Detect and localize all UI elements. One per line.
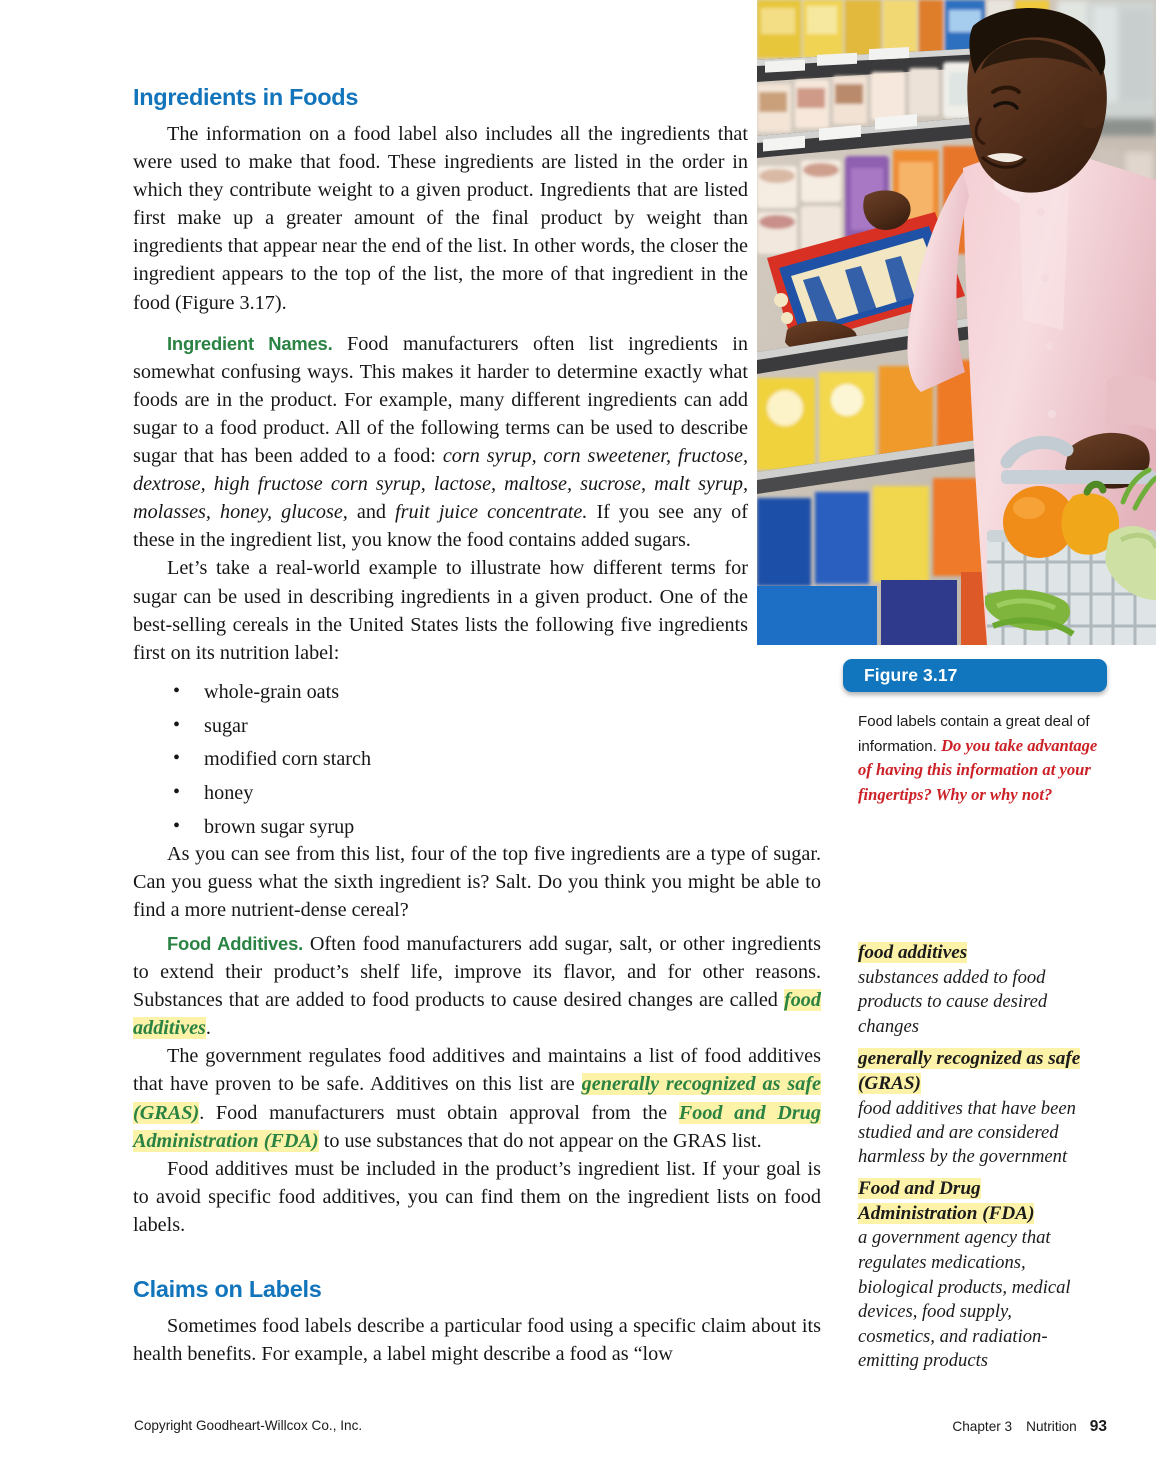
glossary-term-food-additives: food additives [858,942,968,963]
glossary-sidebar [858,941,1090,1382]
paragraph-6-text-a: The government regulates food additives and maintains a list of food additives that have proven to be safe. Additives on this list are [133,1045,821,1096]
claims-on-labels-block [133,1276,821,1368]
paragraph-6-text-c: to use substances that do not appear on the GRAS list. [318,1129,762,1152]
food-additives-block [133,930,821,1239]
figure-caption-question: Do you take advantage of having this information at your fingertips? Why or why not? [858,735,1098,804]
glossary-definition-fda: a government agency that regulates medications, biological products, medical devices, food supply, cosmetics, and radiation-emitting products [858,1227,1071,1372]
footer-page-info [952,1418,1107,1436]
glossary-term-gras: generally recognized as safe (GRAS) [858,1048,1081,1094]
figure-label-pill [843,659,1107,692]
paragraph-2-text-b: If you see any of these in the ingredient list, you know the food contains added sugars. [133,501,748,552]
paragraph-1: The information on a food label also includes all the ingredients that were used to make that food. These ingredients are listed in the order in which they contribute weight to a given product. Ingredients that are listed first make up a greater amount of the final product by weight than ingredients that appear near the end of the list. In other words, the closer the ingredient appears to the top of the list, the more of that ingredient in the food (Figure 3.17). [133,123,748,314]
chapter-label: Chapter 3 [952,1419,1013,1434]
sugar-terms-list-2: fruit juice concentrate. [395,501,588,524]
paragraph-5-text-b: . [205,1017,211,1040]
paragraph-food-additives [133,930,821,1042]
list-item: • brown sugar syrup [133,811,748,845]
ingredient-list [133,676,748,845]
list-item: • honey [133,777,748,811]
paragraph-4-block [133,840,821,924]
figure-photo [757,0,1156,645]
key-term-gras: generally recognized as safe (GRAS) [133,1073,822,1124]
copyright-notice: Copyright Goodheart-Willcox Co., Inc. [134,1418,363,1433]
key-term-food-additives: food additives [133,989,821,1040]
paragraph-2-text-a: Food manufacturers often list ingredients in somewhat confusing ways. This makes it harder to determine exactly what foods are in the product. For example, many different ingredients can add sugar to a food product. All of the following terms can be used to describe sugar that has been added to a food: [133,332,749,468]
main-text-column [133,84,748,854]
runin-heading-food-additives: Food Additives. [167,933,304,954]
paragraph-3: Let’s take a real-world example to illustrate how different terms for sugar can be used in describing ingredients in a given product. One of the best-selling cereals in the United States lists the following five ingredients first on its nutrition label: [133,557,748,664]
paragraph-ingredient-names [133,330,748,555]
paragraph-7: Food additives must be included in the product’s ingredient list. If your goal is to avoid specific food additives, you can find them on the ingredient lists on food labels. [133,1157,821,1236]
sugar-terms-list-1: corn syrup, corn sweetener, fructose, dextrose, high fructose corn syrup, lactose, maltose, sucrose, malt syrup, molasses, honey, glucose, [133,445,748,524]
paragraph-4: As you can see from this list, four of the top five ingredients are a type of sugar. Can you guess what the sixth ingredient is? Salt. Do you think you might be able to find a more nutrient-dense cereal? [133,843,821,922]
footer-divider [133,1404,1107,1405]
section-heading-claims: Claims on Labels [133,1276,322,1302]
list-item: • whole-grain oats [133,676,748,710]
glossary-definition-food-additives: substances added to food products to cause desired changes [858,966,1048,1037]
paragraph-2-conjunction: and [347,501,396,524]
figure-label: Figure 3.17 [864,665,958,685]
page-number: 93 [1089,1418,1107,1435]
paragraph-5-text-a: Often food manufacturers add sugar, salt, or other ingredients to extend their product’s shelf life, improve its flavor, and for other reasons. Substances that are added to food products to cause desired changes are called [133,933,821,1012]
key-term-fda: Food and Drug Administration (FDA) [133,1101,822,1152]
figure-caption [858,710,1106,807]
list-item: • modified corn starch [133,743,748,777]
page-title: Ingredients in Foods [133,84,359,110]
glossary-term-fda: Food and Drug Administration (FDA) [858,1178,1035,1224]
glossary-definition-gras: food additives that have been studied and are considered harmless by the government [858,1097,1076,1167]
paragraph-8: Sometimes food labels describe a particular food using a specific claim about its health benefits. For example, a label might describe a food as “low [133,1315,821,1366]
paragraph-6-text-b: . Food manufacturers must obtain approval from the [199,1101,679,1124]
figure-caption-text: Food labels contain a great deal of information. [858,713,1090,755]
paragraph-6 [133,1042,821,1154]
chapter-title: Nutrition [1026,1419,1077,1434]
grocery-store-photo-illustration [757,0,1156,645]
list-item: • sugar [133,710,748,744]
runin-heading-ingredient-names: Ingredient Names. [167,332,333,354]
